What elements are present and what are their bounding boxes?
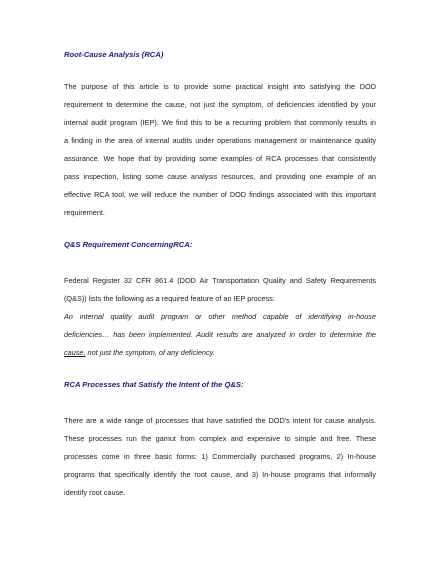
processes-line: identify root cause. [64,488,126,497]
section-heading-rca-processes: RCA Processes that Satisfy the Intent of the Q&S: [64,380,244,389]
intro-paragraph [64,78,376,222]
underlined-cause: cause, [64,348,86,357]
quote-line [64,344,376,362]
qs-requirement-paragraph [64,272,376,362]
intro-line: a finding in the area of internal audits under operations management or maintenance quality [64,136,376,145]
intro-line: assurance. We hope that by providing some examples of RCA processes that consistently [64,154,376,163]
processes-line: These processes run the gamut from complex and expensive to simple and free. These [64,434,376,443]
quote-line: An internal quality audit program or other method capable of identifying in-house [64,312,376,321]
requirement-line: Federal Register 32 CFR 861.4 (DOD Air Transportation Quality and Safety Requirements [64,276,376,285]
intro-line: effective RCA tool, we will reduce the number of DOD findings associated with this important [64,190,376,199]
rca-processes-paragraph [64,412,376,502]
requirement-line: (Q&S)) lists the following as a required feature of an IEP process: [64,294,275,303]
intro-line: The purpose of this article is to provide some practical insight into satisfying the DOD [64,82,376,91]
processes-line: programs that specifically identify the root cause, and 3) In-house programs that informally [64,470,376,479]
intro-line: pass inspection, listing some cause analysis resources, and providing one example of an [64,172,376,181]
section-heading-qs-requirement: Q&S Requirement ConcerningRCA: [64,240,193,249]
quote-line-rest: not just the symptom, of any deficiency. [85,348,215,357]
processes-line: There are a wide range of processes that have satisfied the DOD's intent for cause analysis. [64,416,376,425]
intro-line: internal audit program (IEP). We find this to be a recurring problem that commonly results in [64,118,376,127]
intro-line: requirement. [64,208,105,217]
document-title: Root-Cause Analysis (RCA) [64,50,164,59]
processes-line: processes come in three basic forms: 1) Commercially purchased programs, 2) In-house [64,452,376,461]
intro-line: requirement to determine the cause, not just the symptom, of deficiencies identified by your [64,100,376,109]
quote-line: deficiencies… has been implemented. Audit results are analyzed in order to determine the [64,330,376,339]
